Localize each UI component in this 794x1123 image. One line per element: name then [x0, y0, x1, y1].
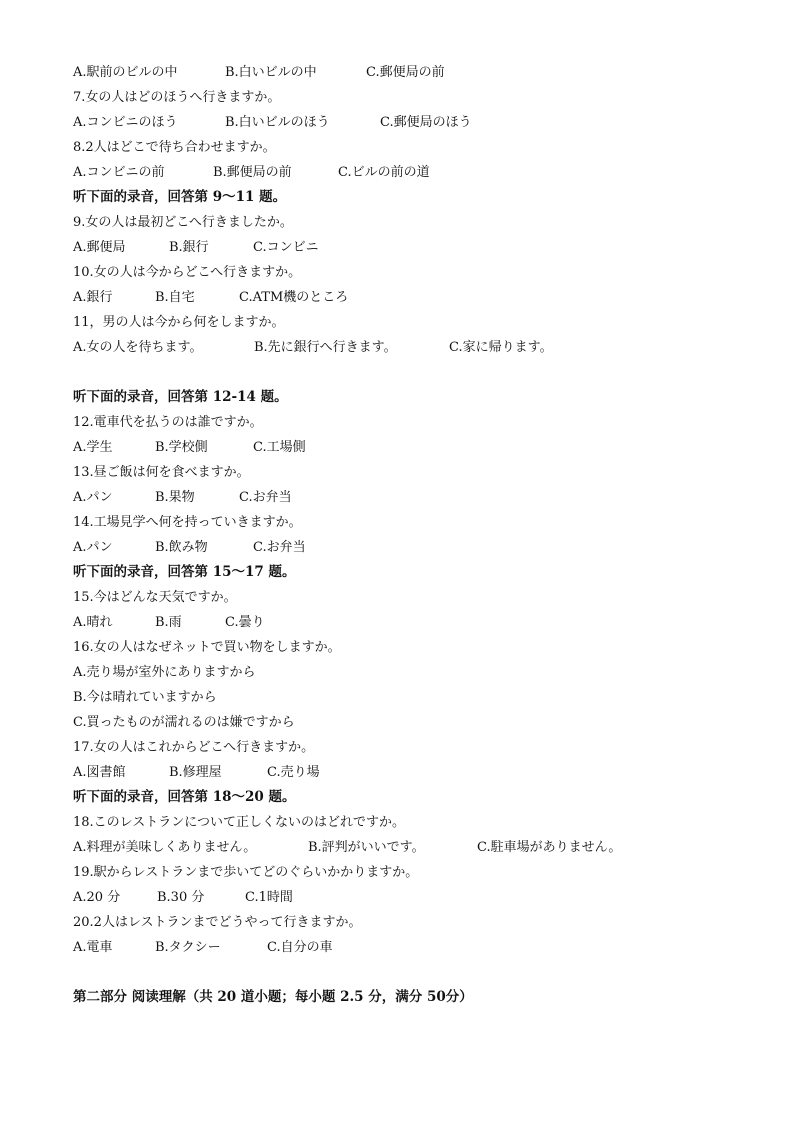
question-text: 11，男の人は今から何をしますか。 [73, 315, 285, 330]
answer-options [73, 760, 763, 785]
answer-option: C.自分の車 [267, 940, 333, 955]
question-text: 17.女の人はこれからどこへ行きますか。 [73, 740, 315, 755]
answer-option: B.自宅 [155, 290, 195, 305]
answer-options [73, 60, 763, 85]
question-text: 20.2人はレストランまでどうやって行きますか。 [73, 915, 362, 930]
answer-option: C.ビルの前の道 [338, 165, 430, 180]
question-text: 13.昼ご飯は何を食べますか。 [73, 465, 250, 480]
answer-options [73, 610, 763, 635]
answer-option: C.駐車場がありません。 [477, 840, 622, 855]
answer-options [73, 285, 763, 310]
answer-option: B.白いビルの中 [225, 65, 317, 80]
question-text: A.売り場が室外にありますから [73, 665, 256, 680]
question-text: 19.駅からレストランまで歩いてどのぐらいかかりますか。 [73, 865, 419, 880]
answer-options [73, 235, 763, 260]
answer-option: C.売り場 [267, 765, 320, 780]
answer-option: C.曇り [225, 615, 265, 630]
answer-option: B.修理屋 [169, 765, 222, 780]
question-text: B.今は晴れていますから [73, 690, 217, 705]
question-text: 9.女の人は最初どこへ行きましたか。 [73, 215, 293, 230]
answer-options [73, 885, 763, 910]
answer-option: A.郵便局 [73, 240, 126, 255]
question-text: 18.このレストランについて正しくないのはどれですか。 [73, 815, 406, 830]
answer-option: A.電車 [73, 940, 113, 955]
answer-option: B.果物 [155, 490, 195, 505]
answer-option: A.駅前のビルの中 [73, 65, 178, 80]
answer-option: B.評判がいいです。 [308, 840, 425, 855]
answer-option: A.コンビニの前 [73, 165, 165, 180]
answer-option: C.お弁当 [239, 490, 292, 505]
answer-options [73, 535, 763, 560]
answer-option: B.郵便局の前 [213, 165, 292, 180]
answer-option: C.工場側 [253, 440, 306, 455]
question-text: 8.2人はどこで待ち合わせますか。 [73, 140, 276, 155]
answer-option: C.郵便局のほう [380, 115, 472, 130]
answer-options [73, 435, 763, 460]
answer-option: A.パン [73, 490, 113, 505]
answer-option: C.1時間 [245, 890, 293, 905]
question-text: 10.女の人は今からどこへ行きますか。 [73, 265, 302, 280]
answer-option: C.ATM機のところ [239, 290, 349, 305]
answer-options [73, 835, 763, 860]
answer-option: A.図書館 [73, 765, 126, 780]
answer-options [73, 485, 763, 510]
section-heading: 第二部分 阅读理解（共 20 道小题；每小题 2.5 分，满分 50分） [73, 989, 473, 1005]
answer-option: B.銀行 [169, 240, 209, 255]
answer-option: B.学校側 [155, 440, 208, 455]
question-text: 7.女の人はどのほうへ行きますか。 [73, 90, 281, 105]
answer-option: B.タクシー [155, 940, 221, 955]
answer-option: A.学生 [73, 440, 113, 455]
answer-option: A.晴れ [73, 615, 113, 630]
question-text: 14.工場見学へ何を持っていきますか。 [73, 515, 302, 530]
answer-option: A.コンビニのほう [73, 115, 178, 130]
answer-option: C.郵便局の前 [366, 65, 445, 80]
answer-option: C.お弁当 [253, 540, 306, 555]
exam-page [73, 60, 763, 1010]
section-heading: 听下面的录音，回答第 15～17 题。 [73, 564, 296, 580]
answer-option: A.パン [73, 540, 113, 555]
section-heading: 听下面的录音，回答第 12-14 题。 [73, 389, 288, 405]
answer-options [73, 935, 763, 960]
answer-option: B.飲み物 [155, 540, 208, 555]
question-text: 16.女の人はなぜネットで買い物をしますか。 [73, 640, 341, 655]
section-heading: 听下面的录音，回答第 18～20 题。 [73, 789, 296, 805]
question-text: 12.電車代を払うのは誰ですか。 [73, 415, 263, 430]
answer-option: C.コンビニ [253, 240, 319, 255]
question-text: C.買ったものが濡れるのは嫌ですから [73, 715, 295, 730]
answer-option: B.白いビルのほう [225, 115, 330, 130]
blank-line [73, 960, 763, 985]
answer-option: A.銀行 [73, 290, 113, 305]
answer-option: A.20 分 [73, 890, 121, 905]
answer-option: A.料理が美味しくありません。 [73, 840, 257, 855]
answer-options [73, 335, 763, 360]
question-text: 15.今はどんな天気ですか。 [73, 590, 237, 605]
section-heading: 听下面的录音，回答第 9～11 题。 [73, 189, 287, 205]
answer-option: B.30 分 [157, 890, 205, 905]
answer-option: A.女の人を待ちます。 [73, 340, 203, 355]
answer-options [73, 160, 763, 185]
answer-option: B.雨 [155, 615, 182, 630]
answer-option: C.家に帰ります。 [449, 340, 553, 355]
answer-option: B.先に銀行へ行きます。 [254, 340, 397, 355]
answer-options [73, 110, 763, 135]
blank-line [73, 360, 763, 385]
